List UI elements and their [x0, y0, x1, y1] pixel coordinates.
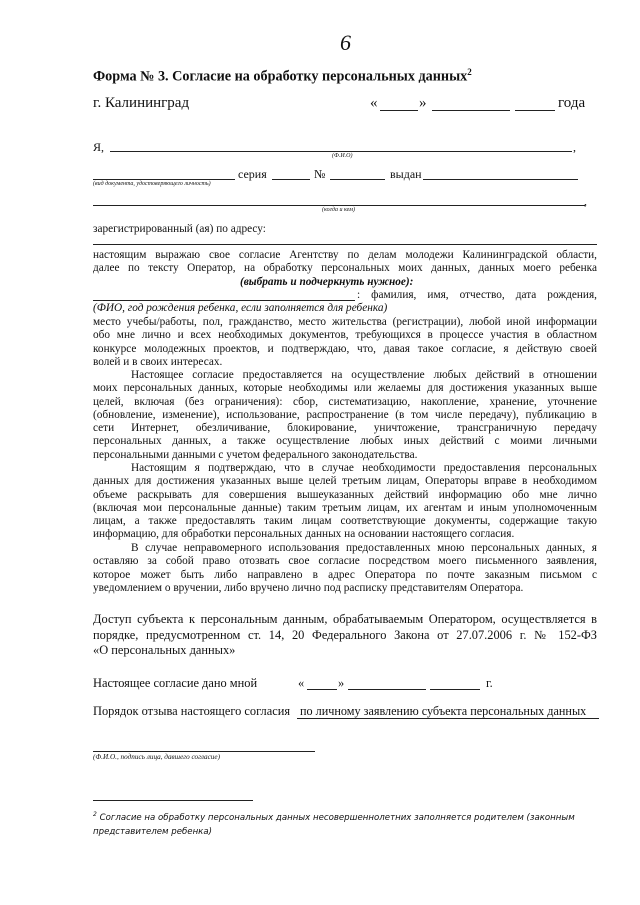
doc-caption: (вид документа, удостоверяющего личность) [93, 181, 211, 187]
date-month-field[interactable] [432, 110, 510, 111]
given-month-field[interactable] [348, 689, 426, 690]
access-line: Доступ субъекта к персональным данным, обрабатываемым Оператором, осуществляется в [93, 612, 597, 626]
paragraph-3 [93, 462, 597, 542]
paragraph-2-line: Настоящее согласие предоставляется на осуществление любых действий в отношении [131, 369, 597, 381]
date-suffix: года [558, 95, 586, 111]
form-title [93, 67, 472, 86]
fio-field[interactable] [110, 151, 572, 152]
footnote-text-2: представителем ребенка) [93, 826, 212, 837]
fio-caption: (Ф.И.О) [332, 153, 353, 159]
footnote-separator [93, 800, 253, 801]
date-day-field[interactable] [380, 110, 418, 111]
paragraph-1-line: место учебы/работы, пол, гражданство, место жительства (регистрации), любой иной информации [93, 316, 597, 328]
signature-field[interactable] [93, 751, 315, 752]
when-by-caption: (когда и кем) [322, 207, 355, 213]
address-field[interactable] [93, 244, 597, 245]
seria-field[interactable] [272, 179, 310, 180]
given-year-field[interactable] [430, 689, 480, 690]
paragraph-4 [93, 542, 597, 595]
access-line: порядке, предусмотренном ст. 14, 20 Федерального Закона от 27.07.2006 г. № 152-ФЗ [93, 627, 597, 642]
ya-label: Я, [93, 140, 105, 154]
fio-comma: , [573, 140, 576, 154]
revoke-underline [297, 718, 599, 719]
paragraph-2-line: (обновление, изменение), использование, распространение (в том числе передачу), публикацию в [93, 408, 597, 421]
date-close-quote: » [419, 95, 427, 111]
paragraph-2-line: персональными данными с учетом федерального законодательства. [93, 448, 418, 461]
paragraph-3-line: Настоящим я подтверждаю, что в случае необходимости предоставления персональных [131, 462, 597, 474]
child-caption: (ФИО, год рождения ребенка, если заполняется для ребенка) [93, 302, 388, 314]
revoke-label: Порядок отзыва настоящего согласия [93, 704, 291, 718]
paragraph-4-line: уведомлением о вручении, либо вручено лично под расписку представителям Оператора. [93, 581, 524, 594]
child-info-field[interactable] [93, 300, 355, 301]
consent-line-2: далее по тексту Оператор, на обработку персональных моих данных, данных моего ребенка [93, 262, 597, 274]
issued-when-field[interactable] [93, 205, 585, 206]
city: г. Калининград [93, 95, 190, 111]
access-line: «О персональных данных» [93, 643, 236, 657]
date-year-field[interactable] [515, 110, 555, 111]
paragraph-1-line: волей и в своих интересах. [93, 355, 223, 368]
paragraph-2-line: сети Интернет, обезличивание, блокирование, уничтожение, трансграничную передачу [93, 422, 597, 435]
doc-number-field[interactable] [330, 179, 385, 180]
document-type-field[interactable] [93, 179, 235, 180]
footnote-text-1: Согласие на обработку персональных данных несовершеннолетних заполняется родителем (законным [99, 812, 575, 823]
given-label: Настоящее согласие дано мной [93, 676, 258, 690]
paragraph-3-line: данных для достижения указанных выше целей третьим лицам, Операторы вправе в необходимом [93, 475, 597, 488]
issued-field[interactable] [423, 179, 578, 180]
footnote-marker: 2 [93, 811, 97, 818]
consent-line-1: настоящим выражаю свое согласие Агентству по делам молодежи Калининградской области, [93, 249, 597, 261]
revoke-value: по личному заявлению субъекта персональных данных [300, 704, 587, 718]
seria-label: серия [238, 167, 267, 181]
registered-label: зарегистрированный (ая) по адресу: [93, 223, 266, 235]
child-fields: : фамилия, имя, отчество, дата рождения, [357, 289, 597, 301]
paragraph-4-line: оставляю за собой право отозвать свое согласие посредством моего письменного заявления, [93, 555, 597, 568]
issued-comma: , [584, 194, 587, 208]
paragraph-2-line: целей, включая (без ограничения): сбор, систематизацию, накопление, хранение, уточнение [93, 395, 597, 408]
issued-label: выдан [390, 167, 422, 181]
paragraph-3-line: информацию, для обработки персональных данных на основании настоящего согласия. [93, 528, 515, 541]
paragraph-4-line: которое может быть либо направлено в адрес Оператора по почте заказным письмом с [93, 568, 597, 581]
signature-caption: (Ф.И.О., подпись лица, давшего согласие) [93, 753, 220, 761]
access-paragraph [93, 612, 597, 659]
given-year-suffix: г. [486, 676, 493, 690]
paragraph-4-line: В случае неправомерного использования предоставленных мною персональных данных, я [131, 542, 597, 554]
paragraph-1 [93, 316, 597, 369]
title-footnote-ref: 2 [467, 67, 472, 77]
given-day-field[interactable] [307, 689, 337, 690]
paragraph-3-line: объеме раскрывать для совершения вышеуказанных действий информацию обо мне лично [93, 488, 597, 501]
paragraph-3-line: (включая мои персональные данные) таким третьим лицам, их агентам и иным уполномоченным [93, 501, 597, 514]
paragraph-1-line: обо мне лично и всех необходимых документов, требующихся в процессе участия в областном [93, 329, 597, 342]
footnote-line-1 [93, 808, 603, 825]
footnote [93, 808, 603, 839]
date-open-quote: « [370, 95, 378, 111]
choose-note: (выбрать и подчеркнуть нужное): [240, 276, 414, 288]
paragraph-1-line: конкурсе молодежных проектов, и подтверждаю, что, давая такое согласие, я действую своей [93, 342, 597, 355]
form-title-text: Форма № 3. Согласие на обработку персональных данных [93, 68, 468, 85]
page-number: 6 [340, 30, 351, 55]
paragraph-2-line: моих персональных данных, которые необходимы или желаемы для достижения указанных выше [93, 382, 597, 395]
paragraph-2 [93, 369, 597, 462]
given-close-quote: » [338, 676, 345, 690]
number-label: № [314, 167, 326, 181]
given-open-quote: « [298, 676, 305, 690]
paragraph-2-line: персональных данных, а также осуществление любых иных действий с моими личными [93, 435, 597, 448]
paragraph-3-line: лицам, а также предоставлять таким лицам соответствующие документы, содержащие такую [93, 515, 597, 528]
